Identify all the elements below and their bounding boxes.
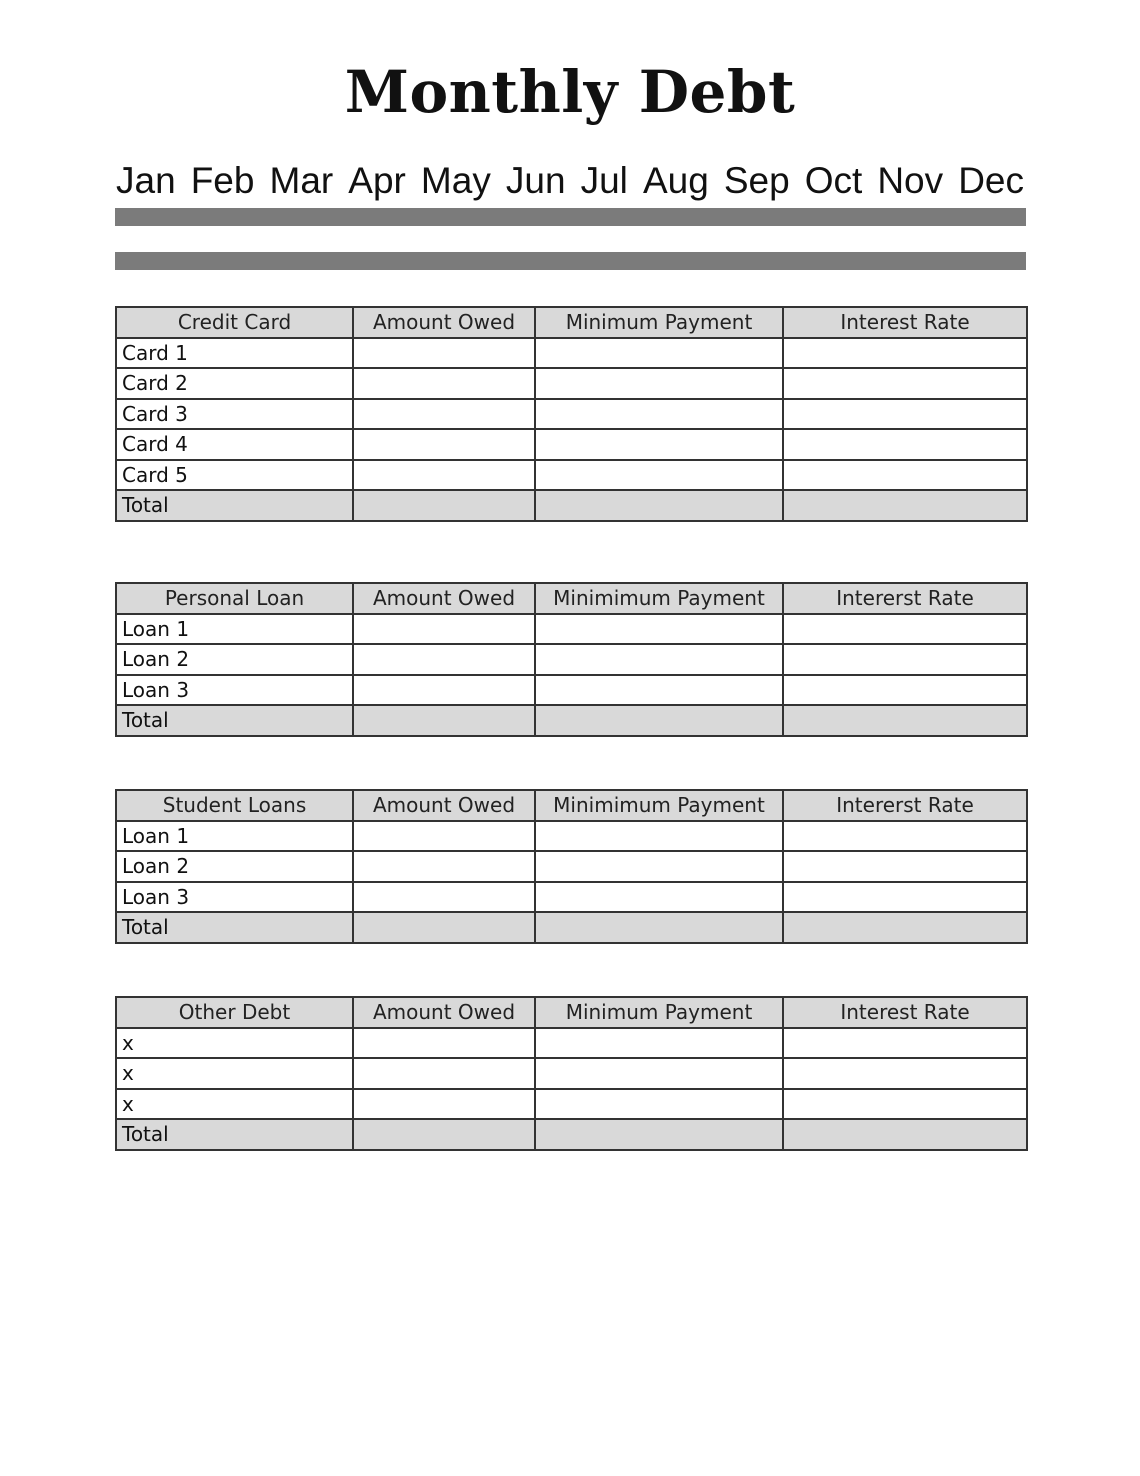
row-label: Card 1 <box>116 338 353 369</box>
total-amount-owed-cell[interactable] <box>353 1119 535 1150</box>
row-label: Card 3 <box>116 399 353 430</box>
interest-rate-cell[interactable] <box>783 851 1027 882</box>
month-jul[interactable]: Jul <box>580 160 628 201</box>
interest-rate-cell[interactable] <box>783 675 1027 706</box>
minimum-payment-cell[interactable] <box>535 644 783 675</box>
month-sep[interactable]: Sep <box>723 160 790 201</box>
column-header: Other Debt <box>116 997 353 1028</box>
column-header: Personal Loan <box>116 583 353 614</box>
minimum-payment-cell[interactable] <box>535 882 783 913</box>
total-row <box>116 1119 1027 1150</box>
table-row <box>116 368 1027 399</box>
month-oct[interactable]: Oct <box>804 160 863 201</box>
row-label: x <box>116 1089 353 1120</box>
divider-bar <box>115 252 1026 270</box>
table-row <box>116 882 1027 913</box>
interest-rate-cell[interactable] <box>783 368 1027 399</box>
table-row <box>116 1028 1027 1059</box>
month-jan[interactable]: Jan <box>116 160 176 201</box>
month-may[interactable]: May <box>420 160 491 201</box>
row-label: Card 4 <box>116 429 353 460</box>
total-interest-rate-cell[interactable] <box>783 912 1027 943</box>
total-minimum-payment-cell[interactable] <box>535 705 783 736</box>
amount-owed-cell[interactable] <box>353 644 535 675</box>
credit-card-table <box>115 306 1028 522</box>
minimum-payment-cell[interactable] <box>535 614 783 645</box>
minimum-payment-cell[interactable] <box>535 338 783 369</box>
table-row <box>116 614 1027 645</box>
month-apr[interactable]: Apr <box>348 160 406 201</box>
table-header-row <box>116 790 1027 821</box>
interest-rate-cell[interactable] <box>783 338 1027 369</box>
month-feb[interactable]: Feb <box>190 160 255 201</box>
minimum-payment-cell[interactable] <box>535 460 783 491</box>
column-header: Interest Rate <box>783 307 1027 338</box>
column-header: Minimimum Payment <box>535 790 783 821</box>
total-amount-owed-cell[interactable] <box>353 490 535 521</box>
total-row <box>116 912 1027 943</box>
row-label: Loan 2 <box>116 851 353 882</box>
amount-owed-cell[interactable] <box>353 851 535 882</box>
table-row <box>116 644 1027 675</box>
amount-owed-cell[interactable] <box>353 1028 535 1059</box>
row-label: Loan 3 <box>116 882 353 913</box>
table-header-row <box>116 583 1027 614</box>
total-minimum-payment-cell[interactable] <box>535 1119 783 1150</box>
total-minimum-payment-cell[interactable] <box>535 912 783 943</box>
column-header: Amount Owed <box>353 307 535 338</box>
total-label: Total <box>116 705 353 736</box>
amount-owed-cell[interactable] <box>353 821 535 852</box>
total-interest-rate-cell[interactable] <box>783 490 1027 521</box>
interest-rate-cell[interactable] <box>783 1089 1027 1120</box>
column-header: Amount Owed <box>353 790 535 821</box>
column-header: Minimum Payment <box>535 997 783 1028</box>
column-header: Intererst Rate <box>783 583 1027 614</box>
amount-owed-cell[interactable] <box>353 675 535 706</box>
row-label: x <box>116 1058 353 1089</box>
table-header-row <box>116 997 1027 1028</box>
row-label: x <box>116 1028 353 1059</box>
column-header: Intererst Rate <box>783 790 1027 821</box>
month-aug[interactable]: Aug <box>642 160 709 201</box>
table-row <box>116 399 1027 430</box>
amount-owed-cell[interactable] <box>353 338 535 369</box>
student-loans-table <box>115 789 1028 944</box>
amount-owed-cell[interactable] <box>353 399 535 430</box>
table-row <box>116 1058 1027 1089</box>
column-header: Credit Card <box>116 307 353 338</box>
interest-rate-cell[interactable] <box>783 614 1027 645</box>
total-row <box>116 705 1027 736</box>
column-header: Interest Rate <box>783 997 1027 1028</box>
column-header: Minimum Payment <box>535 307 783 338</box>
total-row <box>116 490 1027 521</box>
interest-rate-cell[interactable] <box>783 460 1027 491</box>
row-label: Loan 2 <box>116 644 353 675</box>
total-label: Total <box>116 490 353 521</box>
page-title: Monthly Debt <box>344 58 796 126</box>
total-amount-owed-cell[interactable] <box>353 912 535 943</box>
amount-owed-cell[interactable] <box>353 429 535 460</box>
month-nov[interactable]: Nov <box>877 160 944 201</box>
other-debt-table <box>115 996 1028 1151</box>
row-label: Card 5 <box>116 460 353 491</box>
amount-owed-cell[interactable] <box>353 1089 535 1120</box>
total-label: Total <box>116 912 353 943</box>
table-row <box>116 338 1027 369</box>
row-label: Loan 3 <box>116 675 353 706</box>
table-header-row <box>116 307 1027 338</box>
month-selector <box>116 160 1024 202</box>
table-row <box>116 1089 1027 1120</box>
minimum-payment-cell[interactable] <box>535 821 783 852</box>
interest-rate-cell[interactable] <box>783 1058 1027 1089</box>
minimum-payment-cell[interactable] <box>535 851 783 882</box>
table-row <box>116 429 1027 460</box>
table-row <box>116 851 1027 882</box>
column-header: Amount Owed <box>353 997 535 1028</box>
minimum-payment-cell[interactable] <box>535 429 783 460</box>
table-row <box>116 460 1027 491</box>
column-header: Student Loans <box>116 790 353 821</box>
interest-rate-cell[interactable] <box>783 399 1027 430</box>
column-header: Amount Owed <box>353 583 535 614</box>
row-label: Loan 1 <box>116 614 353 645</box>
interest-rate-cell[interactable] <box>783 882 1027 913</box>
personal-loan-table <box>115 582 1028 737</box>
minimum-payment-cell[interactable] <box>535 1089 783 1120</box>
interest-rate-cell[interactable] <box>783 1028 1027 1059</box>
table-row <box>116 821 1027 852</box>
minimum-payment-cell[interactable] <box>535 368 783 399</box>
divider-bar <box>115 208 1026 226</box>
minimum-payment-cell[interactable] <box>535 1058 783 1089</box>
minimum-payment-cell[interactable] <box>535 1028 783 1059</box>
amount-owed-cell[interactable] <box>353 1058 535 1089</box>
amount-owed-cell[interactable] <box>353 882 535 913</box>
amount-owed-cell[interactable] <box>353 460 535 491</box>
total-interest-rate-cell[interactable] <box>783 705 1027 736</box>
row-label: Card 2 <box>116 368 353 399</box>
total-amount-owed-cell[interactable] <box>353 705 535 736</box>
minimum-payment-cell[interactable] <box>535 399 783 430</box>
column-header: Minimimum Payment <box>535 583 783 614</box>
month-dec[interactable]: Dec <box>958 160 1024 201</box>
row-label: Loan 1 <box>116 821 353 852</box>
month-jun[interactable]: Jun <box>505 160 566 201</box>
total-minimum-payment-cell[interactable] <box>535 490 783 521</box>
month-mar[interactable]: Mar <box>269 160 334 201</box>
minimum-payment-cell[interactable] <box>535 675 783 706</box>
interest-rate-cell[interactable] <box>783 821 1027 852</box>
total-interest-rate-cell[interactable] <box>783 1119 1027 1150</box>
interest-rate-cell[interactable] <box>783 429 1027 460</box>
interest-rate-cell[interactable] <box>783 644 1027 675</box>
amount-owed-cell[interactable] <box>353 368 535 399</box>
total-label: Total <box>116 1119 353 1150</box>
table-row <box>116 675 1027 706</box>
amount-owed-cell[interactable] <box>353 614 535 645</box>
